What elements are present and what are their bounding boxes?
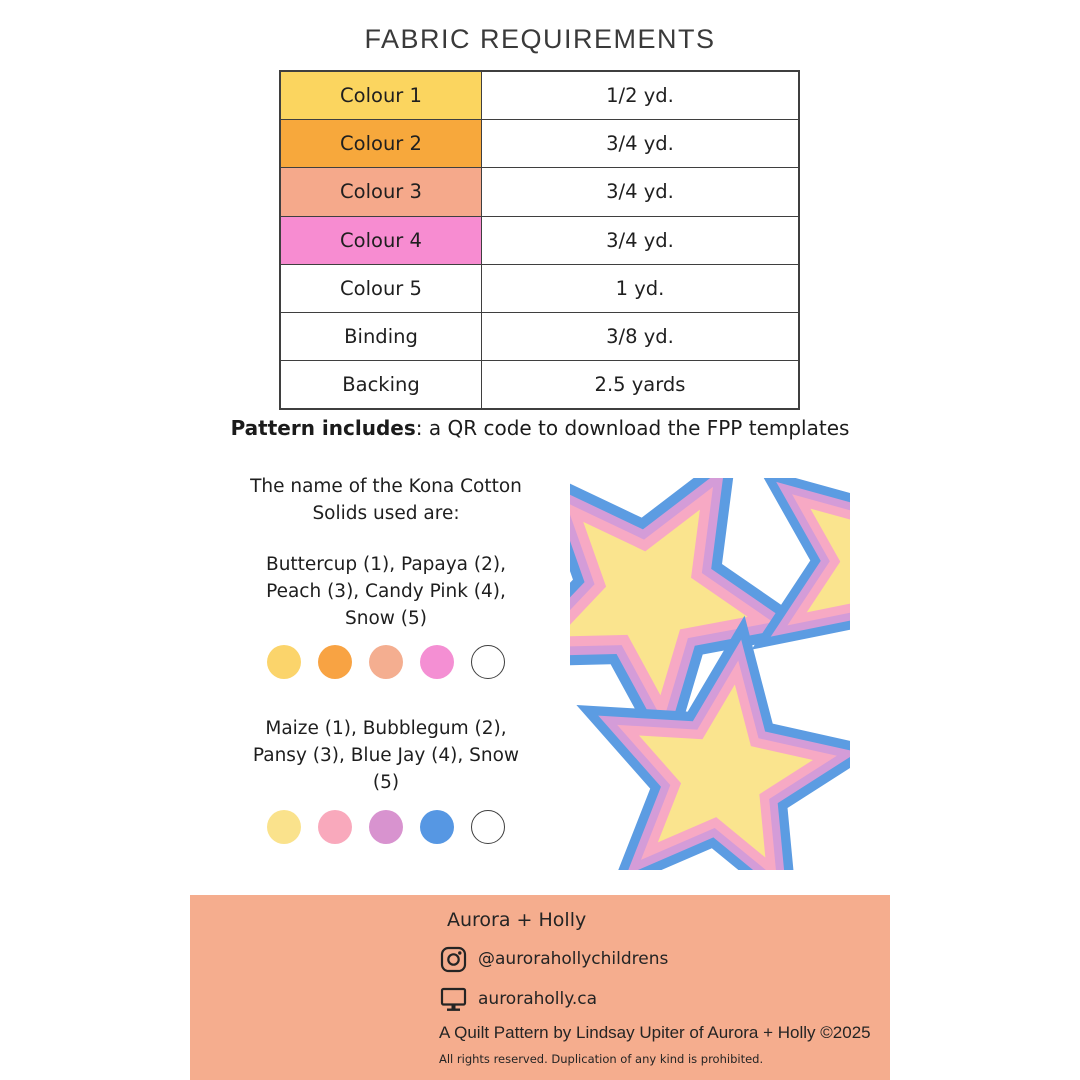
colour-5-yardage: 1 yd.: [615, 276, 665, 300]
credit-line: A Quilt Pattern by Lindsay Upiter of Aurora + Holly ©2025: [439, 1023, 871, 1042]
backing-cell: Backing: [281, 361, 482, 408]
colour-3-yardage: 3/4 yd.: [606, 180, 674, 204]
colour-1-yardage: 1/2 yd.: [606, 84, 674, 108]
colour-3-swatch-cell: Colour 3: [281, 168, 482, 215]
page-title: FABRIC REQUIREMENTS: [364, 24, 716, 54]
colourway-1-dots: [216, 645, 556, 679]
binding-cell: Binding: [281, 313, 482, 360]
pattern-includes-text: : a QR code to download the FPP templates: [415, 416, 850, 440]
table-row: [281, 120, 798, 168]
layered-stars-image: [570, 478, 850, 870]
colour-2-yardage: 3/4 yd.: [606, 132, 674, 156]
backing-yardage: 2.5 yards: [594, 373, 686, 397]
colour-4-yardage: 3/4 yd.: [606, 228, 674, 252]
blue-jay-dot: [420, 810, 454, 844]
peach-dot: [369, 645, 403, 679]
table-row: [281, 313, 798, 361]
buttercup-dot: [267, 645, 301, 679]
footer: [190, 895, 890, 1080]
kona-intro-text: The name of the Kona Cotton Solids used are:: [250, 476, 522, 524]
colour-1-swatch-cell: Colour 1: [281, 72, 482, 119]
table-row: [281, 217, 798, 265]
pattern-includes-note: [0, 416, 1080, 440]
monitor-icon: [439, 985, 467, 1013]
table-row: [281, 361, 798, 408]
colour-4-swatch-cell: Colour 4: [281, 217, 482, 264]
snow-dot: [471, 810, 505, 844]
star-quilt-illustration: [570, 478, 850, 870]
pansy-dot: [369, 810, 403, 844]
table-row: [281, 265, 798, 313]
colour-5-swatch-cell: Colour 5: [281, 265, 482, 312]
website-url: auroraholly.ca: [478, 989, 598, 1009]
brand-name: Aurora + Holly: [447, 909, 587, 931]
table-row: [281, 72, 798, 120]
colourway-1-names: Buttercup (1), Papaya (2), Peach (3), Candy Pink (4), Snow (5): [266, 554, 506, 629]
fabric-requirements-table: [279, 70, 800, 410]
bubblegum-dot: [318, 810, 352, 844]
website-row: [439, 985, 597, 1013]
table-row: [281, 168, 798, 216]
maize-dot: [267, 810, 301, 844]
fine-print: All rights reserved. Duplication of any kind is prohibited.: [439, 1052, 764, 1066]
papaya-dot: [318, 645, 352, 679]
colourway-2-names: Maize (1), Bubblegum (2), Pansy (3), Blue Jay (4), Snow (5): [252, 718, 520, 793]
pattern-includes-label: Pattern includes: [230, 416, 416, 440]
candy-pink-dot: [420, 645, 454, 679]
colourway-2-dots: [216, 810, 556, 844]
instagram-row: [439, 945, 668, 973]
binding-yardage: 3/8 yd.: [606, 325, 674, 349]
instagram-icon: [439, 945, 467, 973]
colour-2-swatch-cell: Colour 2: [281, 120, 482, 167]
snow-dot: [471, 645, 505, 679]
instagram-handle: @aurorahollychildrens: [478, 949, 669, 969]
